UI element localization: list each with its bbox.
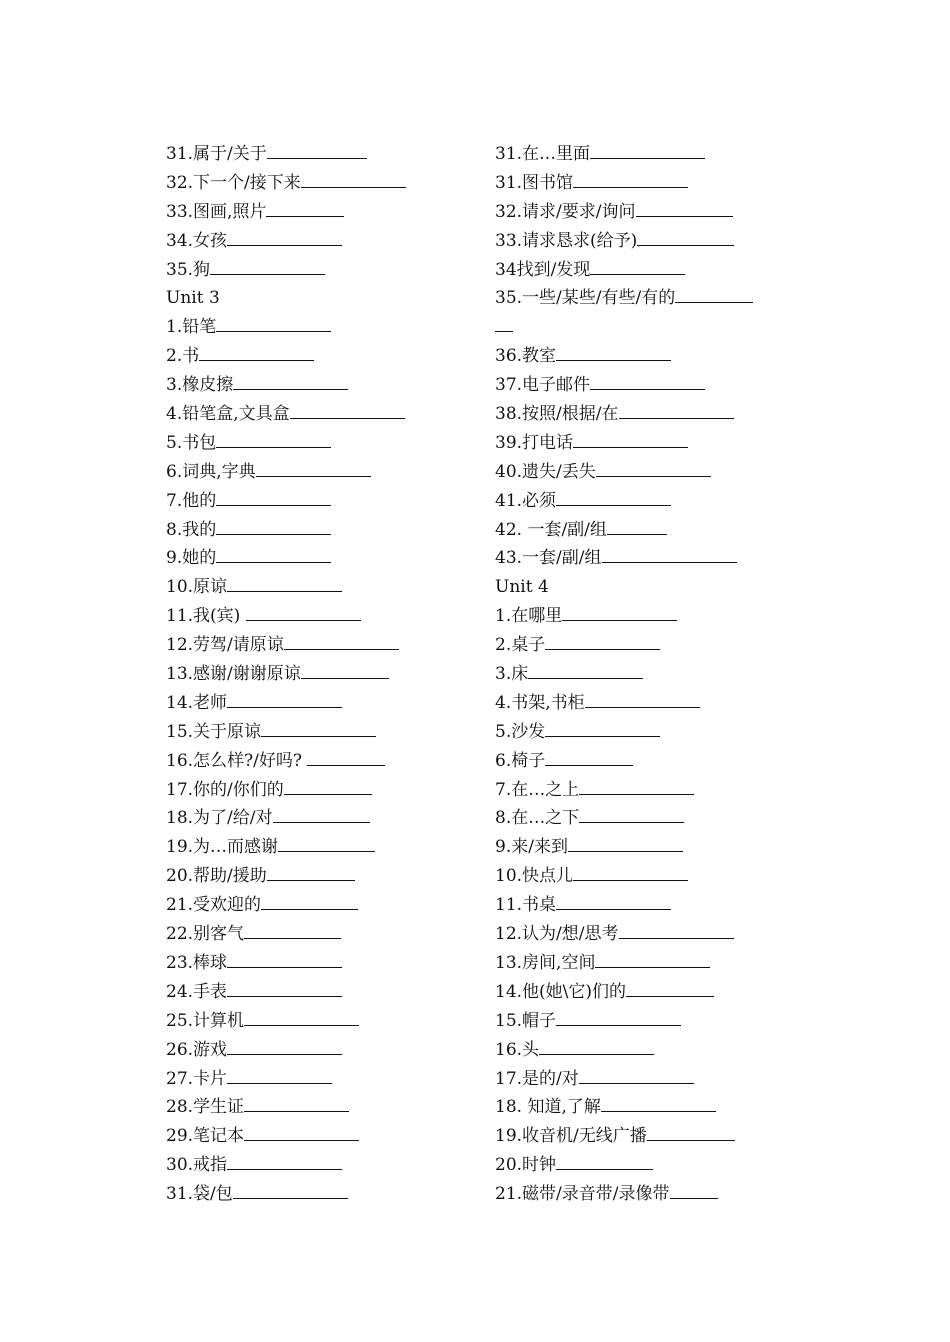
vocab-item bbox=[166, 891, 466, 920]
answer-blank[interactable] bbox=[261, 735, 376, 737]
vocab-prompt: 38.按照/根据/在 bbox=[495, 404, 619, 425]
vocab-prompt: 37.电子邮件 bbox=[495, 375, 591, 396]
vocab-prompt: 11.书桌 bbox=[495, 895, 557, 916]
vocab-item bbox=[166, 920, 466, 949]
vocab-prompt: 21.磁带/录音带/录像带 bbox=[495, 1184, 670, 1205]
vocab-prompt: 19.收音机/无线广播 bbox=[495, 1126, 647, 1147]
unit-heading bbox=[166, 284, 466, 313]
vocab-item bbox=[166, 487, 466, 516]
answer-blank[interactable] bbox=[568, 850, 683, 852]
vocab-item bbox=[166, 198, 466, 227]
vocab-prompt: 18.为了/给/对 bbox=[166, 808, 273, 829]
answer-blank[interactable] bbox=[301, 186, 406, 188]
answer-blank[interactable] bbox=[290, 417, 405, 419]
vocab-prompt: 33.请求恳求(给予) bbox=[495, 230, 638, 251]
vocab-item bbox=[495, 718, 795, 747]
vocab-item bbox=[166, 227, 466, 256]
answer-blank[interactable] bbox=[266, 215, 344, 217]
vocab-prompt: 3.橡皮擦 bbox=[166, 375, 234, 396]
vocab-prompt: 6.椅子 bbox=[495, 750, 546, 771]
vocab-prompt: 32.请求/要求/询问 bbox=[495, 201, 636, 222]
answer-blank[interactable] bbox=[227, 1053, 342, 1055]
vocab-prompt: 32.下一个/接下来 bbox=[166, 172, 301, 193]
vocab-item bbox=[495, 198, 795, 227]
answer-blank[interactable] bbox=[556, 908, 671, 910]
answer-blank[interactable] bbox=[562, 619, 677, 621]
vocab-item bbox=[495, 689, 795, 718]
vocab-item bbox=[495, 284, 795, 313]
vocab-prompt: 12.劳驾/请原谅 bbox=[166, 635, 284, 656]
answer-blank[interactable] bbox=[590, 157, 705, 159]
vocab-prompt: 15.关于原谅 bbox=[166, 721, 262, 742]
vocab-prompt: 41.必须 bbox=[495, 490, 557, 511]
vocab-item bbox=[166, 602, 466, 631]
vocab-item bbox=[166, 400, 466, 429]
vocab-item bbox=[166, 747, 466, 776]
vocab-item bbox=[495, 342, 795, 371]
vocab-item bbox=[495, 227, 795, 256]
vocab-prompt: 8.我的 bbox=[166, 519, 217, 540]
vocab-prompt: Unit 4 bbox=[495, 577, 549, 598]
vocab-prompt: 5.沙发 bbox=[495, 721, 546, 742]
answer-blank[interactable] bbox=[227, 966, 342, 968]
answer-blank[interactable] bbox=[579, 1082, 694, 1084]
vocab-item bbox=[495, 487, 795, 516]
vocab-item bbox=[495, 1007, 795, 1036]
answer-blank[interactable] bbox=[278, 850, 375, 852]
vocab-prompt: 4.铅笔盒,文具盒 bbox=[166, 404, 290, 425]
vocab-item bbox=[166, 573, 466, 602]
vocab-item bbox=[166, 1122, 466, 1151]
answer-blank[interactable] bbox=[590, 388, 705, 390]
vocab-prompt: 22.别客气 bbox=[166, 924, 245, 945]
answer-blank[interactable] bbox=[573, 879, 688, 881]
vocab-prompt: 6.词典,字典 bbox=[166, 461, 256, 482]
answer-blank[interactable] bbox=[556, 359, 671, 361]
vocab-item bbox=[495, 631, 795, 660]
vocab-item bbox=[166, 1065, 466, 1094]
vocab-item bbox=[166, 516, 466, 545]
vocab-item bbox=[495, 1151, 795, 1180]
answer-blank[interactable] bbox=[545, 735, 660, 737]
answer-blank[interactable] bbox=[273, 821, 370, 823]
vocab-prompt: 31.袋/包 bbox=[166, 1184, 233, 1205]
answer-blank[interactable] bbox=[619, 937, 734, 939]
vocab-item bbox=[495, 1036, 795, 1065]
answer-blank[interactable] bbox=[307, 764, 385, 766]
vocab-prompt: 17.你的/你们的 bbox=[166, 779, 284, 800]
answer-blank[interactable] bbox=[216, 504, 331, 506]
vocab-prompt: 7.他的 bbox=[166, 490, 217, 511]
vocab-item bbox=[166, 1093, 466, 1122]
vocab-item bbox=[166, 429, 466, 458]
vocab-prompt: 33.图画,照片 bbox=[166, 201, 267, 222]
vocab-prompt: 43.一套/副/组 bbox=[495, 548, 602, 569]
answer-blank[interactable] bbox=[267, 157, 367, 159]
vocab-prompt: 9.她的 bbox=[166, 548, 217, 569]
answer-blank[interactable] bbox=[675, 301, 753, 303]
vocab-item bbox=[166, 1180, 466, 1209]
vocab-item bbox=[166, 371, 466, 400]
vocab-item bbox=[495, 371, 795, 400]
answer-blank[interactable] bbox=[601, 1110, 716, 1112]
vocab-prompt: 19.为…而感谢 bbox=[166, 837, 279, 858]
vocab-prompt: 29.笔记本 bbox=[166, 1126, 245, 1147]
answer-blank[interactable] bbox=[596, 475, 711, 477]
vocab-prompt: 13.感谢/谢谢原谅 bbox=[166, 664, 301, 685]
vocab-item bbox=[166, 631, 466, 660]
answer-blank[interactable] bbox=[573, 186, 688, 188]
answer-blank[interactable] bbox=[602, 561, 737, 563]
answer-blank[interactable] bbox=[233, 1197, 348, 1199]
vocab-item bbox=[166, 169, 466, 198]
vocab-item bbox=[495, 602, 795, 631]
answer-blank[interactable] bbox=[636, 215, 733, 217]
answer-blank[interactable] bbox=[556, 1168, 653, 1170]
answer-blank[interactable] bbox=[216, 446, 331, 448]
vocab-item bbox=[166, 256, 466, 285]
vocab-prompt: 3.床 bbox=[495, 664, 529, 685]
vocab-item bbox=[166, 804, 466, 833]
vocab-prompt: 25.计算机 bbox=[166, 1010, 245, 1031]
answer-blank[interactable] bbox=[626, 995, 714, 997]
vocab-prompt: 1.在哪里 bbox=[495, 606, 563, 627]
answer-blank[interactable] bbox=[539, 1053, 654, 1055]
vocab-prompt: 14.老师 bbox=[166, 692, 228, 713]
vocab-prompt: 5.书包 bbox=[166, 432, 217, 453]
vocab-item bbox=[166, 342, 466, 371]
answer-blank[interactable] bbox=[545, 648, 660, 650]
vocab-item bbox=[495, 256, 795, 285]
vocab-item bbox=[166, 689, 466, 718]
answer-blank[interactable] bbox=[261, 908, 358, 910]
answer-blank[interactable] bbox=[244, 1139, 359, 1141]
vocab-prompt: 14.他(她\它)们的 bbox=[495, 981, 627, 1002]
answer-blank[interactable] bbox=[233, 388, 348, 390]
vocab-prompt: 35.一些/某些/有些/有的 bbox=[495, 288, 676, 309]
answer-blank[interactable] bbox=[670, 1197, 718, 1199]
vocab-prompt: 35.狗 bbox=[166, 259, 211, 280]
vocab-item bbox=[495, 776, 795, 805]
vocab-prompt: 36.教室 bbox=[495, 346, 557, 367]
vocab-item bbox=[166, 1007, 466, 1036]
answer-blank[interactable] bbox=[216, 533, 331, 535]
vocab-item bbox=[166, 140, 466, 169]
vocab-item bbox=[495, 1122, 795, 1151]
left-column bbox=[166, 140, 466, 1209]
vocab-item bbox=[495, 804, 795, 833]
answer-blank[interactable] bbox=[301, 677, 389, 679]
answer-blank[interactable] bbox=[585, 706, 700, 708]
vocab-item bbox=[495, 660, 795, 689]
vocab-item bbox=[166, 718, 466, 747]
vocab-item bbox=[495, 516, 795, 545]
vocab-prompt: 13.房间,空间 bbox=[495, 952, 596, 973]
vocab-prompt: 21.受欢迎的 bbox=[166, 895, 262, 916]
answer-blank[interactable] bbox=[227, 244, 342, 246]
answer-blank[interactable] bbox=[607, 533, 667, 535]
answer-blank[interactable] bbox=[216, 330, 331, 332]
vocab-prompt: 42. 一套/副/组 bbox=[495, 519, 607, 540]
vocab-item bbox=[495, 747, 795, 776]
answer-blank[interactable] bbox=[619, 417, 734, 419]
answer-blank[interactable] bbox=[556, 504, 671, 506]
vocab-item bbox=[166, 660, 466, 689]
vocab-item bbox=[166, 776, 466, 805]
answer-blank[interactable] bbox=[227, 590, 342, 592]
vocab-prompt: 27.卡片 bbox=[166, 1068, 228, 1089]
vocab-prompt: 24.手表 bbox=[166, 981, 228, 1002]
answer-blank[interactable] bbox=[244, 937, 341, 939]
vocab-prompt: 17.是的/对 bbox=[495, 1068, 579, 1089]
answer-blank[interactable] bbox=[227, 1082, 332, 1084]
vocab-item bbox=[495, 978, 795, 1007]
vocab-item bbox=[495, 458, 795, 487]
vocab-prompt: 18. 知道,了解 bbox=[495, 1097, 601, 1118]
vocab-item bbox=[495, 544, 795, 573]
vocab-prompt: 28.学生证 bbox=[166, 1097, 245, 1118]
answer-blank[interactable] bbox=[284, 648, 399, 650]
vocab-item bbox=[495, 140, 795, 169]
answer-blank[interactable] bbox=[284, 793, 372, 795]
vocab-item bbox=[166, 862, 466, 891]
vocab-prompt: 11.我(宾) bbox=[166, 606, 246, 627]
vocab-prompt: 2.书 bbox=[166, 346, 200, 367]
vocab-prompt: 34.女孩 bbox=[166, 230, 228, 251]
vocab-item bbox=[495, 862, 795, 891]
answer-blank[interactable] bbox=[590, 273, 685, 275]
vocab-item bbox=[166, 458, 466, 487]
vocab-prompt: 9.来/来到 bbox=[495, 837, 568, 858]
answer-blank[interactable] bbox=[637, 244, 734, 246]
vocab-prompt: 15.帽子 bbox=[495, 1010, 557, 1031]
answer-blank[interactable] bbox=[495, 330, 513, 332]
answer-blank[interactable] bbox=[227, 995, 342, 997]
answer-blank[interactable] bbox=[227, 1168, 342, 1170]
vocab-prompt: 12.认为/想/思考 bbox=[495, 924, 619, 945]
vocab-prompt: 1.铅笔 bbox=[166, 317, 217, 338]
vocab-prompt: 2.桌子 bbox=[495, 635, 546, 656]
answer-blank[interactable] bbox=[556, 1024, 681, 1026]
vocab-prompt: 8.在…之下 bbox=[495, 808, 580, 829]
vocab-prompt: 23.棒球 bbox=[166, 952, 228, 973]
vocab-item bbox=[166, 1151, 466, 1180]
answer-blank[interactable] bbox=[227, 706, 342, 708]
vocab-prompt: 31.属于/关于 bbox=[166, 144, 267, 164]
vocab-prompt: 16.怎么样?/好吗? bbox=[166, 750, 308, 771]
vocab-prompt: 34找到/发现 bbox=[495, 259, 591, 280]
answer-blank[interactable] bbox=[579, 821, 684, 823]
answer-blank[interactable] bbox=[528, 677, 643, 679]
answer-blank[interactable] bbox=[267, 879, 355, 881]
answer-blank[interactable] bbox=[579, 793, 694, 795]
answer-blank[interactable] bbox=[199, 359, 314, 361]
vocab-item bbox=[166, 978, 466, 1007]
vocab-item bbox=[495, 313, 795, 342]
vocab-prompt: 16.头 bbox=[495, 1039, 540, 1060]
answer-blank[interactable] bbox=[595, 966, 710, 968]
vocab-item bbox=[166, 1036, 466, 1065]
answer-blank[interactable] bbox=[216, 561, 331, 563]
vocab-prompt: 26.游戏 bbox=[166, 1039, 228, 1060]
vocab-prompt: Unit 3 bbox=[166, 288, 220, 309]
vocab-prompt: 31.图书馆 bbox=[495, 172, 574, 193]
vocab-item bbox=[495, 833, 795, 862]
vocab-item bbox=[495, 169, 795, 198]
vocab-prompt: 10.快点儿 bbox=[495, 866, 574, 887]
vocab-prompt: 20.帮助/援助 bbox=[166, 866, 267, 887]
unit-heading bbox=[495, 573, 795, 602]
vocab-prompt: 4.书架,书柜 bbox=[495, 692, 585, 713]
vocab-item bbox=[495, 949, 795, 978]
answer-blank[interactable] bbox=[256, 475, 371, 477]
vocab-prompt: 30.戒指 bbox=[166, 1155, 228, 1176]
vocab-prompt: 20.时钟 bbox=[495, 1155, 557, 1176]
answer-blank[interactable] bbox=[244, 1024, 359, 1026]
answer-blank[interactable] bbox=[647, 1139, 735, 1141]
vocab-item bbox=[495, 400, 795, 429]
vocab-item bbox=[166, 313, 466, 342]
vocab-prompt: 7.在…之上 bbox=[495, 779, 580, 800]
vocab-prompt: 31.在…里面 bbox=[495, 144, 591, 164]
vocab-item bbox=[495, 1180, 795, 1209]
vocab-item bbox=[166, 833, 466, 862]
vocab-item bbox=[495, 1065, 795, 1094]
answer-blank[interactable] bbox=[246, 619, 361, 621]
vocab-item bbox=[495, 1093, 795, 1122]
vocab-item bbox=[495, 920, 795, 949]
vocab-item bbox=[166, 544, 466, 573]
vocab-item bbox=[495, 429, 795, 458]
answer-blank[interactable] bbox=[573, 446, 688, 448]
answer-blank[interactable] bbox=[210, 273, 325, 275]
right-column bbox=[495, 140, 795, 1209]
vocab-prompt: 40.遗失/丢失 bbox=[495, 461, 596, 482]
answer-blank[interactable] bbox=[244, 1110, 349, 1112]
vocab-prompt: 39.打电话 bbox=[495, 432, 574, 453]
answer-blank[interactable] bbox=[545, 764, 633, 766]
vocab-item bbox=[495, 891, 795, 920]
vocab-prompt: 10.原谅 bbox=[166, 577, 228, 598]
vocab-item bbox=[166, 949, 466, 978]
